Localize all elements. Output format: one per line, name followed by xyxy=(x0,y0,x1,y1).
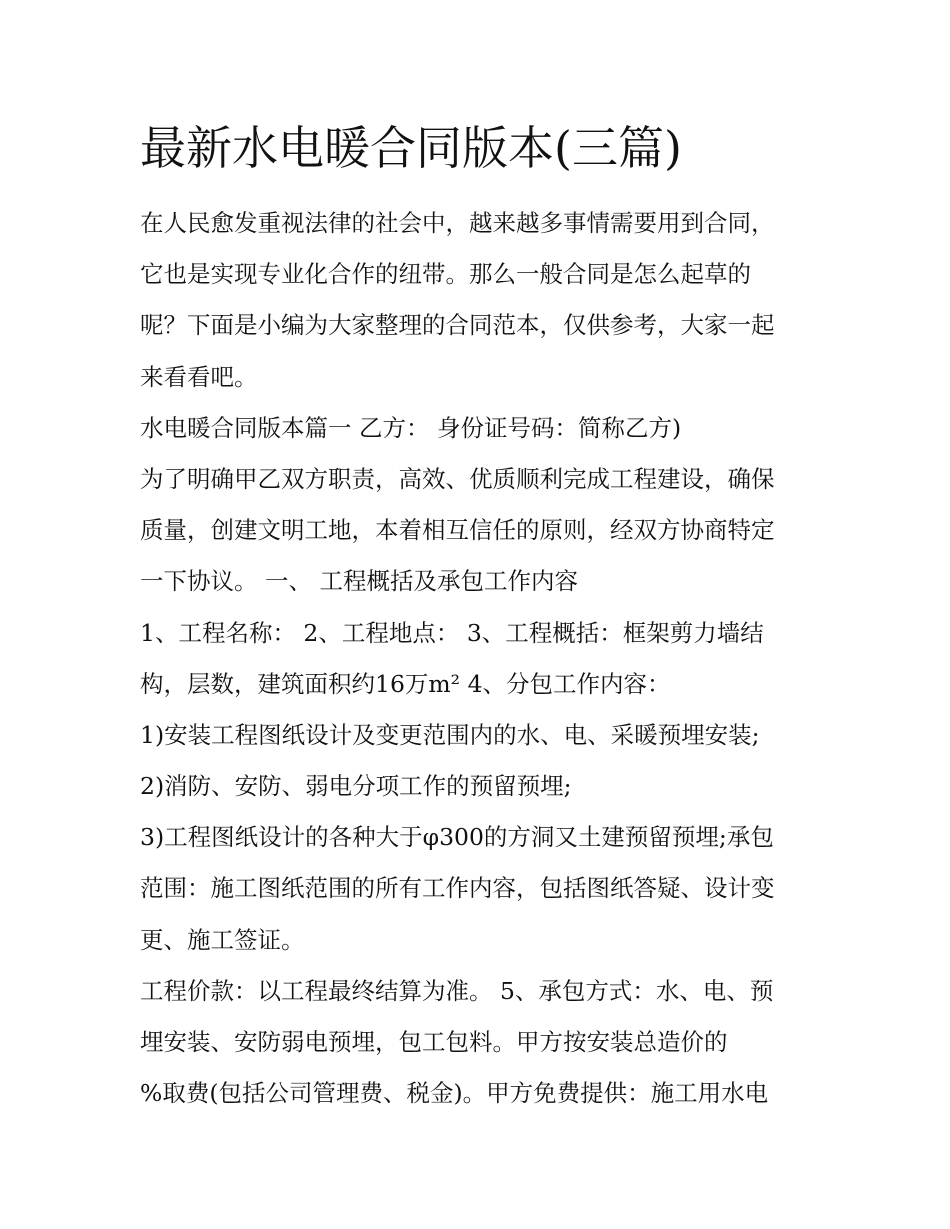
paragraph-line: 范围：施工图纸范围的所有工作内容，包括图纸答疑、设计变 xyxy=(140,874,775,903)
paragraph-line: 更、施工签证。 xyxy=(140,925,305,954)
paragraph-line: 埋安装、安防弱电预埋，包工包料。甲方按安装总造价的 xyxy=(140,1028,728,1056)
paragraph-line: 3)工程图纸设计的各种大于φ300的方洞又土建预留预埋;承包 xyxy=(140,823,774,852)
paragraph-line: 工程价款：以工程最终结算为准。 5、承包方式：水、电、预 xyxy=(140,976,774,1005)
paragraph-line: 1)安装工程图纸设计及变更范围内的水、电、采暖预埋安装; xyxy=(140,720,760,749)
paragraph-line: 它也是实现专业化合作的纽带。那么一般合同是怎么起草的 xyxy=(140,260,751,289)
paragraph-line: 呢？下面是小编为大家整理的合同范本，仅供参考，大家一起 xyxy=(140,311,775,340)
paragraph-line: 质量，创建文明工地，本着相互信任的原则，经双方协商特定 xyxy=(140,516,775,545)
paragraph-line: 一下协议。 一、 工程概括及承包工作内容 xyxy=(140,567,578,596)
paragraph-line: 1、工程名称： 2、工程地点： 3、工程概括：框架剪力墙结 xyxy=(140,618,764,647)
paragraph-line: %取费(包括公司管理费、税金)。甲方免费提供：施工用水电 xyxy=(140,1079,769,1108)
document-title: 最新水电暖合同版本(三篇) xyxy=(140,121,682,175)
paragraph-line: 来看看吧。 xyxy=(140,362,258,391)
paragraph-line: 为了明确甲乙双方职责，高效、优质顺利完成工程建设，确保 xyxy=(140,464,775,493)
paragraph-line: 2)消防、安防、弱电分项工作的预留预埋; xyxy=(140,772,572,801)
paragraph-line: 构，层数，建筑面积约16万m² 4、分包工作内容： xyxy=(140,669,671,698)
paragraph-line: 在人民愈发重视法律的社会中，越来越多事情需要用到合同， xyxy=(140,209,775,237)
document-body xyxy=(140,203,840,1124)
paragraph-line: 水电暖合同版本篇一 乙方： 身份证号码：简称乙方) xyxy=(140,413,682,442)
